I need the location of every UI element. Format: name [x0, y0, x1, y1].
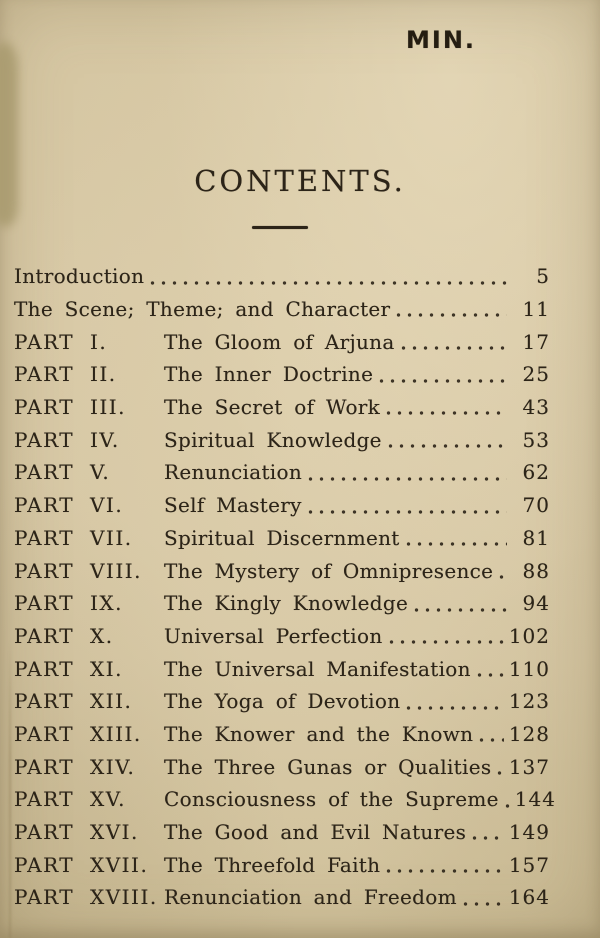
toc-row: [14, 522, 550, 555]
toc-part-label: PART XV.: [14, 787, 127, 812]
toc-leader-dots: [476, 718, 504, 751]
toc-part-label: PART IX.: [14, 591, 123, 616]
toc-part-label: PART XIV.: [14, 754, 136, 779]
toc-row: [14, 456, 550, 489]
toc-entry-title: The Three Gunas or Qualities: [164, 754, 492, 779]
toc-row: [14, 652, 550, 685]
toc-leader-dots: [494, 750, 503, 783]
toc-leader-dots: [147, 260, 507, 293]
toc-leader-dots: [474, 652, 504, 685]
toc-page-number: 149: [508, 820, 550, 845]
toc-leader-dots: [469, 816, 504, 849]
title-divider: [252, 226, 308, 229]
toc-leader-dots: [460, 881, 504, 914]
toc-part-label: PART X.: [14, 623, 114, 648]
toc-row: [14, 391, 550, 424]
toc-row: [14, 816, 550, 849]
toc-entry-title: The Inner Doctrine: [164, 362, 374, 387]
toc-leader-dots: [496, 554, 507, 587]
toc-leader-dots: [393, 293, 507, 326]
toc-part-label: PART II.: [14, 362, 117, 387]
toc-entry-title: The Mystery of Omnipresence: [164, 558, 494, 583]
toc-page-number: 81: [522, 525, 550, 550]
toc-page-number: 17: [522, 329, 550, 354]
toc-part-label: PART XVIII.: [14, 885, 158, 910]
toc-entry-title: Renunciation and Freedom: [164, 885, 457, 910]
toc-part-label: PART IV.: [14, 427, 120, 452]
toc-entry-title: Spiritual Knowledge: [164, 427, 382, 452]
toc-page-number: 25: [522, 362, 550, 387]
toc-leader-dots: [502, 783, 510, 816]
toc-entry-title: Renunciation: [164, 460, 303, 485]
toc-part-label: PART III.: [14, 395, 127, 420]
toc-page-number: 43: [522, 395, 550, 420]
toc-row: [14, 554, 550, 587]
toc-page-number: 128: [508, 721, 550, 746]
toc-page-number: 11: [522, 297, 550, 322]
toc-part-label: PART XII.: [14, 689, 133, 714]
toc-leader-dots: [376, 358, 507, 391]
toc-leader-dots: [403, 685, 503, 718]
toc-entry-title: The Knower and the Known: [164, 721, 474, 746]
toc-row: [14, 358, 550, 391]
toc-part-label: PART XVI.: [14, 820, 139, 845]
toc-leader-dots: [305, 456, 507, 489]
toc-page-number: 94: [522, 591, 550, 616]
toc-part-label: PART I.: [14, 329, 108, 354]
toc-part-label: PART VI.: [14, 493, 124, 518]
toc-leader-dots: [386, 620, 504, 653]
toc-entry-title: The Yoga of Devotion: [164, 689, 401, 714]
toc-row: [14, 848, 550, 881]
page-title: CONTENTS.: [194, 164, 406, 198]
toc-part-label: PART VIII.: [14, 558, 142, 583]
toc-page-number: 123: [508, 689, 550, 714]
toc-page-number: 62: [522, 460, 550, 485]
toc-entry-title: The Gloom of Arjuna: [164, 329, 395, 354]
toc-row: [14, 260, 550, 293]
toc-page-number: 88: [522, 558, 550, 583]
toc-entry-title: The Secret of Work: [164, 395, 381, 420]
toc-entry-title: The Scene; Theme; and Character: [14, 297, 391, 322]
toc-page-number: 164: [508, 885, 550, 910]
toc-leader-dots: [383, 848, 503, 881]
corner-stamp-text: MIN.: [406, 26, 477, 54]
toc-row: [14, 325, 550, 358]
toc-row: [14, 750, 550, 783]
toc-leader-dots: [305, 489, 507, 522]
toc-row: [14, 783, 556, 816]
toc-leader-dots: [385, 423, 507, 456]
toc-part-label: PART XIII.: [14, 721, 142, 746]
toc-row: [14, 881, 550, 914]
toc-page-number: 137: [508, 754, 550, 779]
toc-page-number: 144: [514, 787, 556, 812]
toc-row: [14, 620, 550, 653]
toc-page-number: 102: [508, 623, 550, 648]
toc-leader-dots: [411, 587, 507, 620]
toc-entry-title: The Good and Evil Natures: [164, 820, 467, 845]
toc-entry-title: Consciousness of the Supreme: [164, 787, 499, 812]
toc-row: [14, 489, 550, 522]
toc-entry-title: The Kingly Knowledge: [164, 591, 409, 616]
toc-part-label: PART XI.: [14, 656, 123, 681]
toc-page-number: 70: [522, 493, 550, 518]
toc-page-number: 157: [508, 852, 550, 877]
toc-entry-title: Universal Perfection: [164, 623, 383, 648]
toc-leader-dots: [403, 522, 507, 555]
toc-row: [14, 587, 550, 620]
page-gutter-shadow: [0, 42, 18, 227]
toc-entry-title: Spiritual Discernment: [164, 525, 400, 550]
toc-part-label: PART XVII.: [14, 852, 149, 877]
toc-part-label: PART V.: [14, 460, 111, 485]
toc-row: [14, 293, 550, 326]
toc-leader-dots: [398, 325, 507, 358]
toc-page-number: 53: [522, 427, 550, 452]
toc-entry-title: The Threefold Faith: [164, 852, 381, 877]
toc-page-number: 110: [508, 656, 550, 681]
toc-list: [14, 260, 556, 914]
toc-entry-title: Introduction: [14, 264, 145, 289]
toc-row: [14, 718, 550, 751]
toc-entry-title: The Universal Manifestation: [164, 656, 471, 681]
toc-row: [14, 685, 550, 718]
toc-row: [14, 423, 550, 456]
toc-page-number: 5: [536, 264, 550, 289]
toc-leader-dots: [383, 391, 507, 424]
toc-entry-title: Self Mastery: [164, 493, 302, 518]
page-crease: [9, 640, 11, 938]
toc-part-label: PART VII.: [14, 525, 133, 550]
